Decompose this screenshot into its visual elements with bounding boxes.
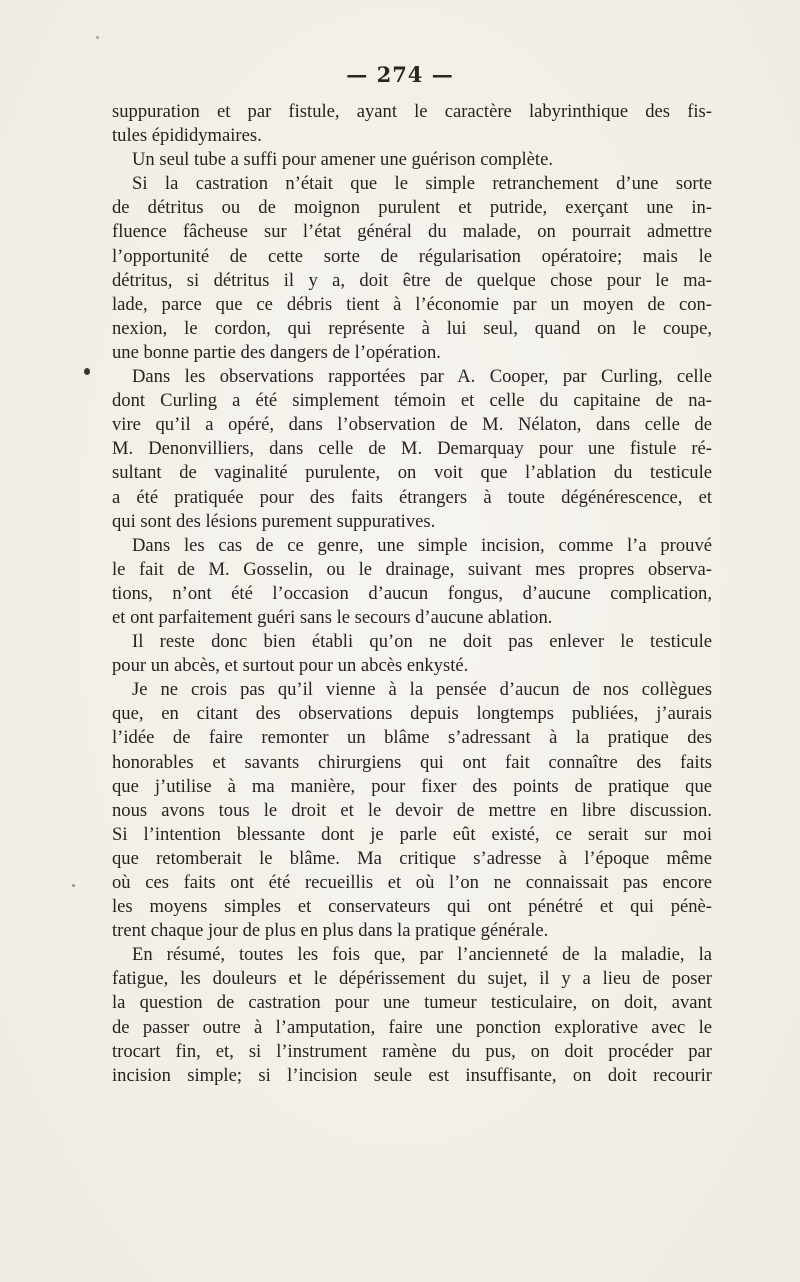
page-number: — 274 —	[346, 62, 454, 87]
paragraph	[112, 678, 712, 943]
text-line: l’opportunité de cette sorte de régularisation opératoire; mais le	[112, 245, 712, 267]
text-line: que j’utilise à ma manière, pour fixer des points de pratique que	[112, 775, 712, 797]
text-line: trent chaque jour de plus en plus dans la pratique générale.	[112, 920, 549, 942]
text-line: En résumé, toutes les fois que, par l’ancienneté de la maladie, la	[132, 944, 712, 966]
text-line: les moyens simples et conservateurs qui ont pénétré et qui pénè-	[112, 896, 712, 918]
ink-speck	[96, 36, 99, 39]
ink-speck	[84, 368, 90, 375]
text-line: incision simple; si l’incision seule est insuffisante, on doit recourir	[112, 1064, 712, 1086]
text-line: vire qu’il a opéré, dans l’observation de M. Nélaton, dans celle de	[112, 414, 712, 436]
text-line: Dans les observations rapportées par A. Cooper, par Curling, celle	[132, 366, 712, 388]
text-line: qui sont des lésions purement suppuratives.	[112, 510, 436, 532]
text-line: fluence fâcheuse sur l’état général du malade, on pourrait admettre	[112, 221, 712, 243]
paragraph	[112, 365, 712, 534]
text-line: sultant de vaginalité purulente, on voit que l’ablation du testicule	[112, 462, 712, 484]
text-line: de passer outre à l’amputation, faire une ponction explorative avec le	[112, 1016, 712, 1038]
text-line: trocart fin, et, si l’instrument ramène du pus, on doit procéder par	[112, 1040, 712, 1062]
ink-speck	[72, 884, 75, 887]
text-line: M. Denonvilliers, dans celle de M. Demarquay pour une fistule ré-	[112, 438, 712, 460]
paragraph	[112, 943, 712, 1088]
text-line: tules épididymaires.	[112, 125, 262, 147]
text-line: suppuration et par fistule, ayant le caractère labyrinthique des fis-	[112, 101, 712, 122]
paragraph	[112, 534, 712, 630]
text-line: nous avons tous le droit et le devoir de mettre en libre discussion.	[112, 799, 712, 821]
text-line: a été pratiquée pour des faits étrangers à toute dégénérescence, et	[112, 486, 712, 508]
text-line: pour un abcès, et surtout pour un abcès enkysté.	[112, 655, 469, 677]
text-line: tions, n’ont été l’occasion d’aucun fongus, d’aucune complication,	[112, 582, 712, 604]
paragraph	[112, 148, 712, 172]
text-line: détritus, si détritus il y a, doit être de quelque chose pour le ma-	[112, 269, 712, 291]
text-line: lade, parce que ce débris tient à l’économie par un moyen de con-	[112, 293, 712, 315]
paragraph	[112, 630, 712, 678]
text-line: Si la castration n’était que le simple retranchement d’une sorte	[132, 173, 712, 195]
text-line: de détritus ou de moignon purulent et putride, exerçant une in-	[112, 197, 712, 219]
text-line: que retomberait le blâme. Ma critique s’adresse à l’époque même	[112, 847, 712, 869]
text-line: où ces faits ont été recueillis et où l’on ne connaissait pas encore	[112, 872, 712, 893]
text-line: que, en citant des observations depuis longtemps publiées, j’aurais	[112, 703, 712, 725]
text-line: fatigue, les douleurs et le dépérissement du sujet, il y a lieu de poser	[112, 968, 712, 990]
text-line: Il reste donc bien établi qu’on ne doit pas enlever le testicule	[132, 631, 712, 653]
paragraph	[112, 172, 712, 365]
text-line: honorables et savants chirurgiens qui ont fait connaître des faits	[112, 751, 712, 773]
text-line: le fait de M. Gosselin, ou le drainage, suivant mes propres observa-	[112, 558, 712, 580]
text-line: dont Curling a été simplement témoin et celle du capitaine de na-	[112, 390, 712, 412]
text-line: Un seul tube a suffi pour amener une guérison complète.	[132, 149, 553, 171]
text-line: une bonne partie des dangers de l’opération.	[112, 341, 441, 363]
text-line: Dans les cas de ce genre, une simple incision, comme l’a prouvé	[132, 534, 712, 556]
text-line: et ont parfaitement guéri sans le secours d’aucune ablation.	[112, 606, 553, 628]
text-line: nexion, le cordon, qui représente à lui seul, quand on le coupe,	[112, 317, 712, 339]
text-line: la question de castration pour une tumeur testiculaire, on doit, avant	[112, 992, 712, 1014]
text-line: l’idée de faire remonter un blâme s’adressant à la pratique des	[112, 727, 712, 749]
paragraph	[112, 100, 712, 148]
body-text	[112, 100, 712, 1088]
text-line: Je ne crois pas qu’il vienne à la pensée d’aucun de nos collègues	[132, 679, 712, 701]
text-line: Si l’intention blessante dont je parle eût existé, ce serait sur moi	[112, 823, 712, 845]
